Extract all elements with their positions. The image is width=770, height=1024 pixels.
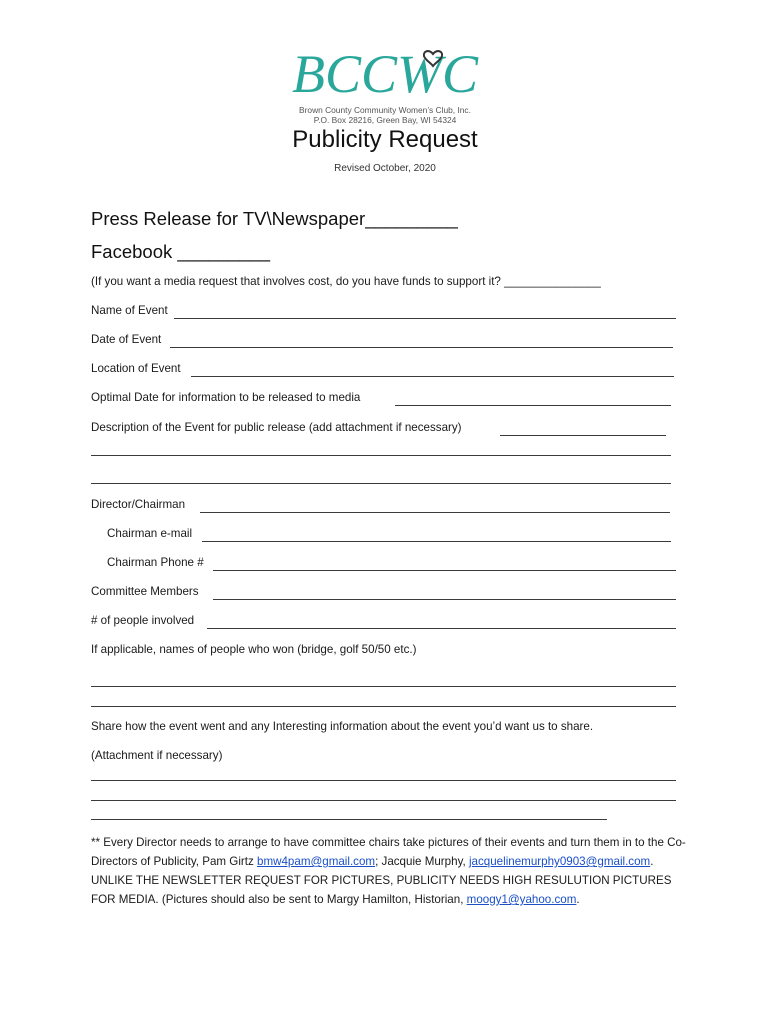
optimal-date-field[interactable] — [395, 405, 671, 406]
note-text-3: . UNLIKE THE NEWSLETTER REQUEST FOR PICTURES, PUBLICITY NEEDS HIGH RESULUTION PICTURES FOR MEDIA. (Pictures should also be sent to Margy Hamilton, Historian, — [91, 855, 672, 906]
director-field[interactable] — [200, 512, 670, 513]
org-name: Brown County Community Women’s Club, Inc. — [299, 105, 471, 115]
funds-question: (If you want a media request that involves cost, do you have funds to support it? _______________ — [91, 275, 601, 288]
share-line-3[interactable] — [91, 819, 607, 820]
note-text-2: ; Jacquie Murphy, — [375, 855, 469, 868]
chairman-email-label: Chairman e-mail — [107, 527, 193, 540]
description-line-3[interactable] — [91, 483, 671, 484]
press-release-heading: Press Release for TV\Newspaper_________ — [91, 208, 458, 229]
note-text-4: . — [576, 893, 580, 906]
winners-line-1[interactable] — [91, 686, 676, 687]
director-note — [91, 833, 691, 909]
name-of-event-label: Name of Event — [91, 304, 168, 317]
people-involved-label: # of people involved — [91, 614, 195, 627]
email-link-pam[interactable]: bmw4pam@gmail.com — [257, 855, 376, 868]
location-of-event-field[interactable] — [191, 376, 674, 377]
page-title: Publicity Request — [292, 126, 478, 153]
email-link-margy[interactable]: moogy1@yahoo.com — [466, 893, 577, 906]
description-field[interactable] — [500, 435, 666, 436]
committee-members-label: Committee Members — [91, 585, 199, 598]
location-of-event-label: Location of Event — [91, 362, 181, 375]
description-label: Description of the Event for public release (add attachment if necessary) — [91, 421, 462, 434]
org-address: P.O. Box 28216, Green Bay, WI 54324 — [313, 115, 457, 125]
chairman-phone-field[interactable] — [213, 570, 676, 571]
chairman-phone-label: Chairman Phone # — [107, 556, 204, 569]
share-line-2[interactable] — [91, 800, 676, 801]
facebook-heading: Facebook _________ — [91, 241, 270, 262]
revised-date: Revised October, 2020 — [334, 163, 436, 174]
attachment-label: (Attachment if necessary) — [91, 749, 223, 762]
date-of-event-label: Date of Event — [91, 333, 162, 346]
share-line-1[interactable] — [91, 780, 676, 781]
bccwc-logo — [270, 40, 500, 125]
optimal-date-label: Optimal Date for information to be released to media — [91, 391, 361, 404]
date-of-event-field[interactable] — [170, 347, 673, 348]
committee-members-field[interactable] — [213, 599, 676, 600]
description-line-2[interactable] — [91, 455, 671, 456]
note-text-1: ** Every Director needs to arrange to have committee chairs take pictures of their events and turn them in to the Co-Directors of Publicity, Pam Girtz — [91, 836, 686, 868]
people-involved-field[interactable] — [207, 628, 676, 629]
chairman-email-field[interactable] — [202, 541, 671, 542]
winners-line-2[interactable] — [91, 706, 676, 707]
director-label: Director/Chairman — [91, 498, 186, 511]
email-link-jacquie[interactable]: jacquelinemurphy0903@gmail.com — [468, 855, 651, 868]
winners-label: If applicable, names of people who won (bridge, golf 50/50 etc.) — [91, 643, 417, 656]
name-of-event-field[interactable] — [174, 318, 676, 319]
bccwc-logo-wordmark — [270, 40, 500, 102]
share-label: Share how the event went and any Interesting information about the event you’d want us to share. — [91, 720, 594, 733]
logo-text: BCCWC — [291, 44, 479, 102]
